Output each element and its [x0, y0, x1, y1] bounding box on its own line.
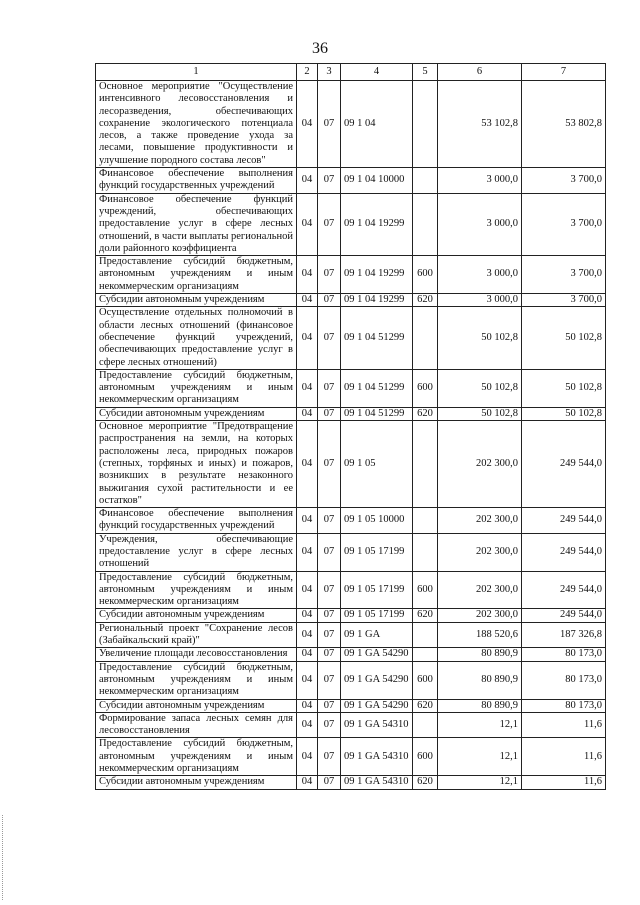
subsection-code: 07 [318, 81, 341, 168]
item-name: Увеличение площади лесовосстановления [96, 648, 297, 661]
amount-col-7: 3 700,0 [522, 168, 606, 194]
target-article-code: 09 1 04 19299 [341, 193, 413, 255]
section-code: 04 [297, 256, 318, 294]
amount-col-7: 11,6 [522, 712, 606, 738]
table-row [96, 571, 606, 609]
amount-col-6: 188 520,6 [438, 622, 522, 648]
section-code: 04 [297, 571, 318, 609]
amount-col-6: 80 890,9 [438, 648, 522, 661]
amount-col-6: 50 102,8 [438, 307, 522, 369]
amount-col-7: 50 102,8 [522, 307, 606, 369]
section-code: 04 [297, 193, 318, 255]
target-article-code: 09 1 05 17199 [341, 533, 413, 571]
header-cell: 2 [297, 64, 318, 81]
item-name: Основное мероприятие "Осуществление интенсивного лесовосстановления и лесоразведения, обеспечивающих сохранение экологического потенциала лесов, а также проведение ухода за лесами, повышение продуктивности и улучшение породного состава лесов" [96, 81, 297, 168]
table-row [96, 81, 606, 168]
target-article-code: 09 1 05 10000 [341, 508, 413, 534]
amount-col-6: 50 102,8 [438, 407, 522, 420]
table-row [96, 699, 606, 712]
item-name: Финансовое обеспечение выполнения функций государственных учреждений [96, 508, 297, 534]
section-code: 04 [297, 712, 318, 738]
expense-type-code [413, 193, 438, 255]
amount-col-7: 3 700,0 [522, 256, 606, 294]
header-cell: 7 [522, 64, 606, 81]
expense-type-code: 620 [413, 407, 438, 420]
section-code: 04 [297, 738, 318, 776]
amount-col-6: 3 000,0 [438, 168, 522, 194]
expense-type-code [413, 307, 438, 369]
amount-col-7: 249 544,0 [522, 421, 606, 508]
table-row [96, 256, 606, 294]
subsection-code: 07 [318, 571, 341, 609]
section-code: 04 [297, 776, 318, 789]
target-article-code: 09 1 GA 54290 [341, 661, 413, 699]
subsection-code: 07 [318, 699, 341, 712]
amount-col-7: 11,6 [522, 738, 606, 776]
target-article-code: 09 1 05 17199 [341, 571, 413, 609]
amount-col-7: 80 173,0 [522, 699, 606, 712]
item-name: Основное мероприятие "Предотвращение распространения на земли, на которых расположены леса, природных пожаров (степных, торфяных и иных) и пожаров, возникших в результате незаконного выжигания сухой растительности и ее остатков" [96, 421, 297, 508]
table-row [96, 776, 606, 789]
target-article-code: 09 1 04 10000 [341, 168, 413, 194]
expense-type-code [413, 81, 438, 168]
amount-col-7: 3 700,0 [522, 193, 606, 255]
target-article-code: 09 1 05 [341, 421, 413, 508]
target-article-code: 09 1 05 17199 [341, 609, 413, 622]
expense-type-code [413, 508, 438, 534]
amount-col-6: 80 890,9 [438, 699, 522, 712]
item-name: Формирование запаса лесных семян для лесовосстановления [96, 712, 297, 738]
amount-col-6: 3 000,0 [438, 256, 522, 294]
table-row [96, 508, 606, 534]
item-name: Учреждения, обеспечивающие предоставление услуг в сфере лесных отношений [96, 533, 297, 571]
expense-type-code [413, 533, 438, 571]
amount-col-7: 80 173,0 [522, 661, 606, 699]
section-code: 04 [297, 533, 318, 571]
amount-col-7: 249 544,0 [522, 609, 606, 622]
target-article-code: 09 1 GA 54310 [341, 738, 413, 776]
expense-type-code: 620 [413, 609, 438, 622]
section-code: 04 [297, 699, 318, 712]
amount-col-6: 202 300,0 [438, 533, 522, 571]
expense-type-code: 600 [413, 661, 438, 699]
expense-type-code [413, 712, 438, 738]
table-row [96, 622, 606, 648]
expense-type-code: 620 [413, 294, 438, 307]
subsection-code: 07 [318, 738, 341, 776]
target-article-code: 09 1 GA 54290 [341, 648, 413, 661]
amount-col-7: 50 102,8 [522, 407, 606, 420]
section-code: 04 [297, 168, 318, 194]
amount-col-7: 3 700,0 [522, 294, 606, 307]
section-code: 04 [297, 294, 318, 307]
amount-col-7: 187 326,8 [522, 622, 606, 648]
header-cell: 5 [413, 64, 438, 81]
header-cell: 6 [438, 64, 522, 81]
subsection-code: 07 [318, 407, 341, 420]
section-code: 04 [297, 648, 318, 661]
amount-col-7: 249 544,0 [522, 508, 606, 534]
subsection-code: 07 [318, 369, 341, 407]
item-name: Финансовое обеспечение выполнения функций государственных учреждений [96, 168, 297, 194]
target-article-code: 09 1 GA 54290 [341, 699, 413, 712]
amount-col-6: 202 300,0 [438, 421, 522, 508]
subsection-code: 07 [318, 168, 341, 194]
amount-col-6: 202 300,0 [438, 609, 522, 622]
item-name: Предоставление субсидий бюджетным, автономным учреждениям и иным некоммерческим организациям [96, 256, 297, 294]
section-code: 04 [297, 508, 318, 534]
amount-col-7: 53 802,8 [522, 81, 606, 168]
amount-col-6: 12,1 [438, 776, 522, 789]
budget-table [95, 63, 606, 790]
item-name: Финансовое обеспечение функций учреждений, обеспечивающих предоставление услуг в сфере лесных отношений, в части выплаты региональной доли районного коэффициента [96, 193, 297, 255]
expense-type-code: 600 [413, 256, 438, 294]
subsection-code: 07 [318, 508, 341, 534]
amount-col-6: 202 300,0 [438, 508, 522, 534]
subsection-code: 07 [318, 712, 341, 738]
section-code: 04 [297, 421, 318, 508]
target-article-code: 09 1 GA 54310 [341, 712, 413, 738]
amount-col-6: 12,1 [438, 712, 522, 738]
amount-col-7: 80 173,0 [522, 648, 606, 661]
target-article-code: 09 1 GA 54310 [341, 776, 413, 789]
expense-type-code: 620 [413, 776, 438, 789]
item-name: Субсидии автономным учреждениям [96, 407, 297, 420]
subsection-code: 07 [318, 307, 341, 369]
item-name: Региональный проект "Сохранение лесов (Забайкальский край)" [96, 622, 297, 648]
item-name: Субсидии автономным учреждениям [96, 699, 297, 712]
section-code: 04 [297, 609, 318, 622]
target-article-code: 09 1 GA [341, 622, 413, 648]
section-code: 04 [297, 307, 318, 369]
header-cell: 4 [341, 64, 413, 81]
section-code: 04 [297, 622, 318, 648]
subsection-code: 07 [318, 533, 341, 571]
section-code: 04 [297, 81, 318, 168]
target-article-code: 09 1 04 19299 [341, 294, 413, 307]
item-name: Субсидии автономным учреждениям [96, 776, 297, 789]
table-row [96, 533, 606, 571]
expense-type-code [413, 648, 438, 661]
subsection-code: 07 [318, 256, 341, 294]
table-row [96, 609, 606, 622]
amount-col-6: 12,1 [438, 738, 522, 776]
subsection-code: 07 [318, 776, 341, 789]
subsection-code: 07 [318, 622, 341, 648]
section-code: 04 [297, 369, 318, 407]
amount-col-6: 80 890,9 [438, 661, 522, 699]
page-number: 36 [312, 40, 328, 57]
item-name: Предоставление субсидий бюджетным, автономным учреждениям и иным некоммерческим организациям [96, 369, 297, 407]
expense-type-code: 600 [413, 738, 438, 776]
table-row [96, 712, 606, 738]
table-row [96, 294, 606, 307]
item-name: Осуществление отдельных полномочий в области лесных отношений (финансовое обеспечение функций учреждений, обеспечивающих предоставление услуг в сфере лесных отношений) [96, 307, 297, 369]
expense-type-code: 620 [413, 699, 438, 712]
subsection-code: 07 [318, 294, 341, 307]
amount-col-6: 3 000,0 [438, 294, 522, 307]
table-row [96, 193, 606, 255]
table-row [96, 421, 606, 508]
expense-type-code [413, 168, 438, 194]
subsection-code: 07 [318, 421, 341, 508]
section-code: 04 [297, 407, 318, 420]
target-article-code: 09 1 04 51299 [341, 307, 413, 369]
subsection-code: 07 [318, 609, 341, 622]
subsection-code: 07 [318, 661, 341, 699]
header-cell: 3 [318, 64, 341, 81]
amount-col-6: 202 300,0 [438, 571, 522, 609]
target-article-code: 09 1 04 [341, 81, 413, 168]
subsection-code: 07 [318, 648, 341, 661]
target-article-code: 09 1 04 51299 [341, 407, 413, 420]
amount-col-7: 11,6 [522, 776, 606, 789]
item-name: Предоставление субсидий бюджетным, автономным учреждениям и иным некоммерческим организациям [96, 738, 297, 776]
expense-type-code: 600 [413, 571, 438, 609]
item-name: Предоставление субсидий бюджетным, автономным учреждениям и иным некоммерческим организациям [96, 661, 297, 699]
item-name: Субсидии автономным учреждениям [96, 294, 297, 307]
section-code: 04 [297, 661, 318, 699]
item-name: Субсидии автономным учреждениям [96, 609, 297, 622]
amount-col-7: 249 544,0 [522, 571, 606, 609]
target-article-code: 09 1 04 51299 [341, 369, 413, 407]
target-article-code: 09 1 04 19299 [341, 256, 413, 294]
subsection-code: 07 [318, 193, 341, 255]
table-row [96, 369, 606, 407]
table-row [96, 738, 606, 776]
table-row [96, 648, 606, 661]
amount-col-7: 50 102,8 [522, 369, 606, 407]
table-row [96, 307, 606, 369]
header-cell: 1 [96, 64, 297, 81]
amount-col-6: 53 102,8 [438, 81, 522, 168]
amount-col-7: 249 544,0 [522, 533, 606, 571]
expense-type-code: 600 [413, 369, 438, 407]
table-row [96, 661, 606, 699]
table-row [96, 407, 606, 420]
expense-type-code [413, 622, 438, 648]
margin-mark [2, 815, 4, 900]
amount-col-6: 3 000,0 [438, 193, 522, 255]
table-row [96, 168, 606, 194]
item-name: Предоставление субсидий бюджетным, автономным учреждениям и иным некоммерческим организациям [96, 571, 297, 609]
header-row [96, 64, 606, 81]
amount-col-6: 50 102,8 [438, 369, 522, 407]
expense-type-code [413, 421, 438, 508]
